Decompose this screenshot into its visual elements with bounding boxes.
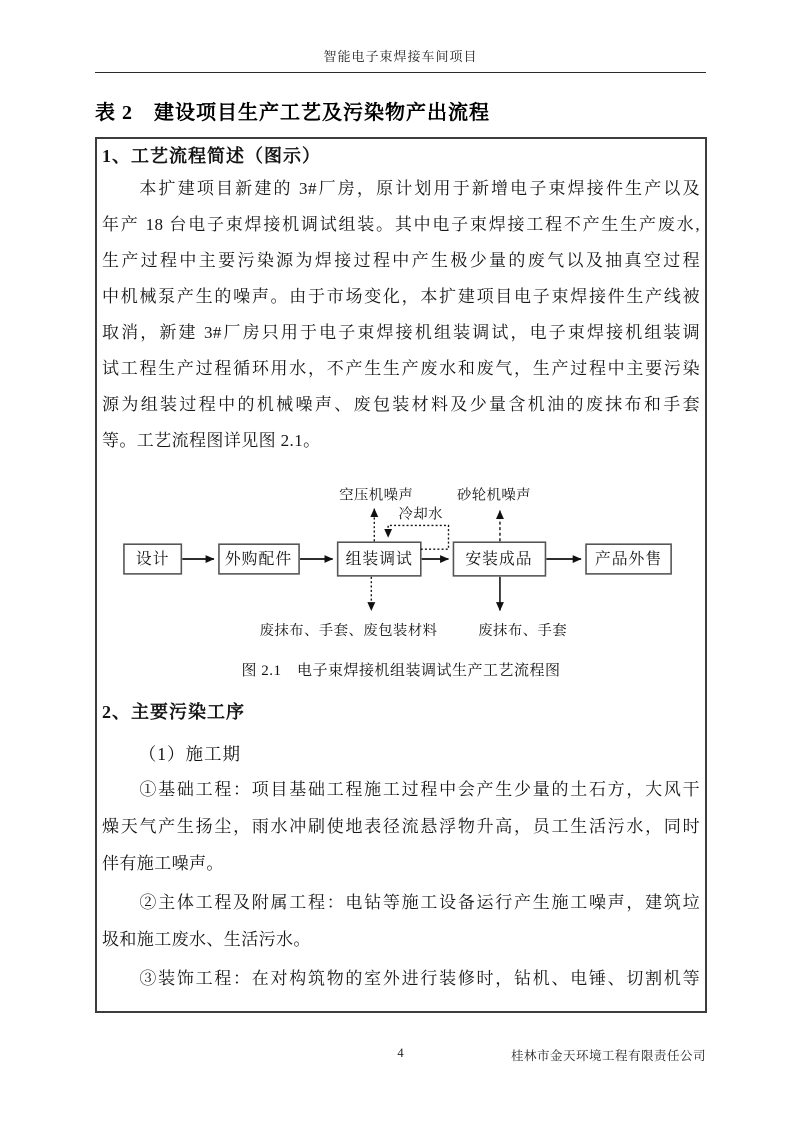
header-rule [95, 72, 706, 73]
text-line: 试工程生产过程循环用水，不产生生产废水和废气，生产过程中主要污染 [102, 359, 700, 378]
construction-item-3 [102, 960, 700, 997]
text-line: ③装饰工程：在对构筑物的室外进行装修时，钻机、电锤、切割机等 [139, 969, 700, 988]
flow-box-assembly-debug-label: 组装调试 [345, 550, 413, 568]
flow-box-design-label: 设计 [135, 550, 170, 568]
text-line: 等。工艺流程图详见图 2.1。 [102, 431, 321, 450]
flow-box-purchased-parts [219, 544, 299, 574]
section-1-heading: 1、工艺流程简述（图示） [102, 146, 321, 166]
section-2-heading: 2、主要污染工序 [102, 702, 245, 722]
flow-box-install-product [453, 542, 545, 576]
page-number: 4 [397, 1046, 404, 1060]
label-grinder-noise: 砂轮机噪声 [456, 487, 532, 504]
text-line: 燥天气产生扬尘，雨水冲刷使地表径流悬浮物升高，员工生活污水，同时 [102, 817, 700, 836]
page-title: 表 2 建设项目生产工艺及污染物产出流程 [95, 102, 490, 124]
flow-box-product-sale-label: 产品外售 [594, 550, 663, 568]
running-header: 智能电子束焊接车间项目 [323, 49, 478, 64]
figure-caption: 图 2.1 电子束焊接机组装调试生产工艺流程图 [241, 663, 561, 679]
construction-period-heading: （1）施工期 [138, 744, 241, 764]
text-line: 年产 18 台电子束焊接机调试组装。其中电子束焊接工程不产生生产废水, [102, 215, 700, 234]
content-box [95, 137, 707, 1013]
text-line: 中机械泵产生的噪声。由于市场变化，本扩建项目电子束焊接件生产线被 [102, 287, 700, 306]
page-footer [95, 1046, 706, 1066]
flow-box-assembly-debug [338, 542, 421, 576]
text-line: 圾和施工废水、生活污水。 [102, 930, 311, 949]
label-air-compressor-noise: 空压机噪声 [339, 487, 414, 504]
label-install-waste: 废抹布、手套 [478, 623, 568, 640]
footer-company-name: 桂林市金天环境工程有限责任公司 [510, 1049, 706, 1063]
construction-item-2 [102, 884, 700, 958]
text-line: ②主体工程及附属工程：电钻等施工设备运行产生施工噪声，建筑垃 [139, 893, 700, 912]
section-1-paragraph [102, 171, 700, 459]
text-line: 伴有施工噪声。 [102, 854, 224, 873]
flow-box-product-sale [586, 544, 671, 574]
text-line: 取消，新建 3#厂房只用于电子束焊接机组装调试，电子束焊接机组装调 [102, 323, 700, 342]
label-assembly-waste: 废抹布、手套、废包装材料 [259, 623, 438, 640]
text-line: ①基础工程：项目基础工程施工过程中会产生少量的土石方，大风干 [139, 780, 700, 799]
flow-box-design [124, 544, 181, 574]
flow-box-install-product-label: 安装成品 [465, 550, 533, 568]
process-flow-diagram [102, 469, 700, 657]
label-cooling-water: 冷却水 [398, 506, 444, 523]
flow-box-purchased-parts-label: 外购配件 [224, 550, 293, 568]
text-line: 源为组装过程中的机械噪声、废包装材料及少量含机油的废抹布和手套 [102, 395, 700, 414]
text-line: 本扩建项目新建的 3#厂房，原计划用于新增电子束焊接件生产以及 [139, 179, 700, 198]
text-line: 生产过程中主要污染源为焊接过程中产生极少量的废气以及抽真空过程 [102, 251, 700, 270]
construction-item-1 [102, 771, 700, 882]
